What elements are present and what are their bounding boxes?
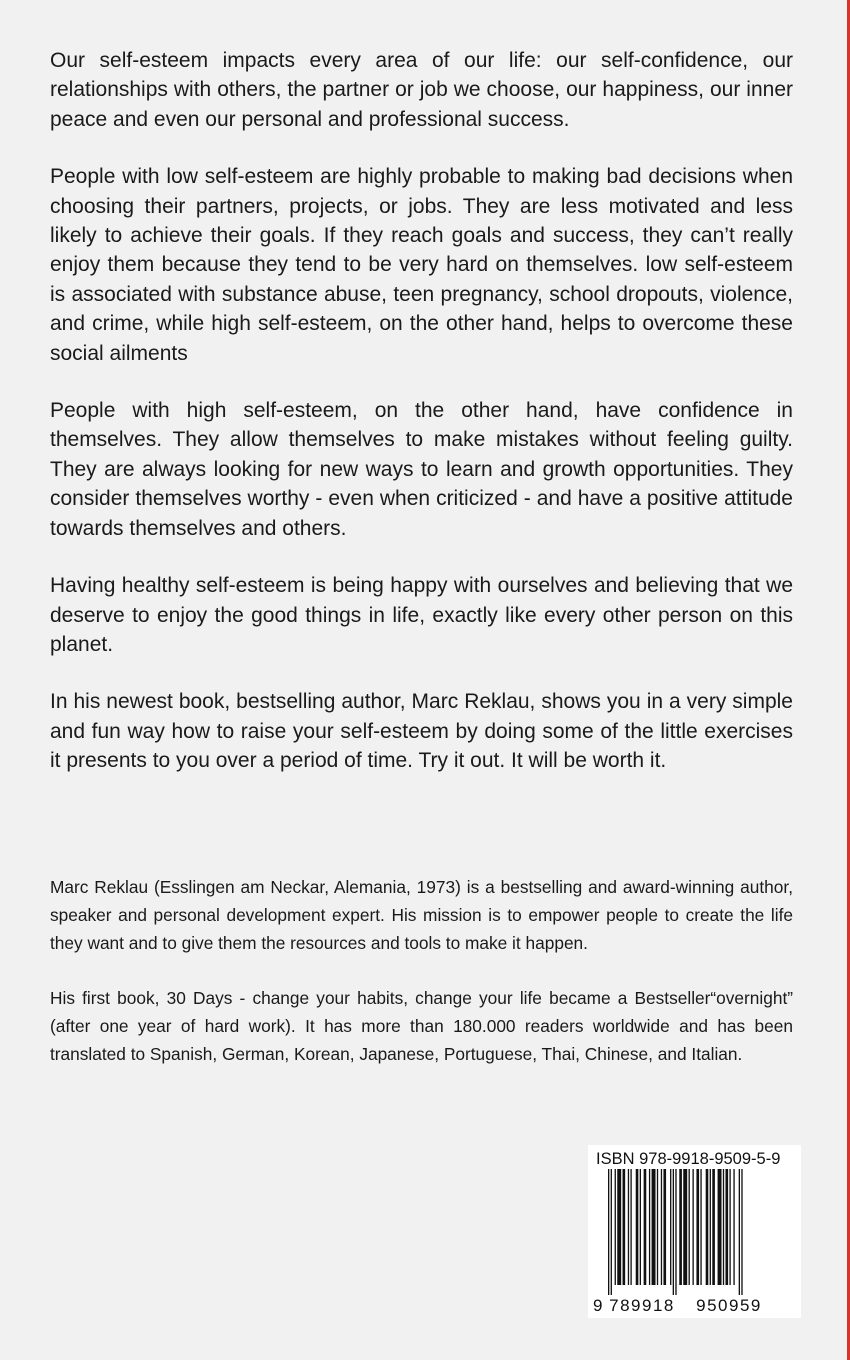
barcode-digits-right: 950959 xyxy=(696,1296,762,1315)
author-bio xyxy=(50,873,793,1095)
barcode-bar xyxy=(725,1169,728,1285)
barcode-bar xyxy=(623,1169,626,1285)
barcode-bar xyxy=(615,1169,616,1285)
back-cover-blurb xyxy=(50,46,793,804)
isbn-label: ISBN 978-9918-9509-5-9 xyxy=(596,1150,781,1168)
barcode-bar xyxy=(611,1169,612,1295)
barcode-bar xyxy=(640,1169,641,1285)
barcode-bar xyxy=(706,1169,709,1285)
barcode-bar xyxy=(723,1169,724,1285)
blurb-paragraph-1: Our self-esteem impacts every area of our life: our self-confidence, our relationships with others, the partner or job we choose, our happiness, our inner peace and even our personal and professional success. xyxy=(50,49,793,131)
barcode-bar xyxy=(739,1169,740,1295)
barcode-bar xyxy=(673,1169,674,1295)
barcode-bar xyxy=(683,1169,687,1285)
barcode-bar xyxy=(661,1169,662,1285)
blurb-paragraph-2: People with low self-esteem are highly probable to making bad decisions when choosing their partners, projects, or jobs. They are less motivated and less likely to achieve their goals. If they reach goals and success, they can’t really enjoy them because they tend to be very hard on themselves. low self-esteem is associated with substance abuse, teen pregnancy, school dropouts, violence, and crime, while high self-esteem, on the other hand, helps to overcome these social ailments xyxy=(50,165,793,365)
barcode-bar xyxy=(689,1169,690,1285)
barcode-bar xyxy=(679,1169,682,1285)
barcode-graphic xyxy=(588,1169,801,1318)
barcode-bar xyxy=(718,1169,722,1285)
bio-paragraph-2: His first book, 30 Days - change your habits, change your life became a Bestseller“overnight” (after one year of hard work). It has more than 180.000 readers worldwide and has been translated to Spanish, German, Korean, Japanese, Portuguese, Thai, Chinese, and Italian. xyxy=(50,988,793,1064)
barcode-bar xyxy=(670,1169,671,1285)
blurb-paragraph-3: People with high self-esteem, on the other hand, have confidence in themselves. They allow themselves to make mistakes without feeling guilty. They are always looking for new ways to learn and growth opportunities. They consider themselves worthy - even when criticized - and have a positive attitude towards themselves and others. xyxy=(50,399,793,540)
barcode-bar xyxy=(644,1169,647,1285)
isbn-barcode xyxy=(588,1145,801,1318)
barcode-digit-first: 9 xyxy=(593,1296,603,1315)
barcode-bar xyxy=(657,1169,658,1285)
blurb-paragraph-5: In his newest book, bestselling author, Marc Reklau, shows you in a very simple and fun way how to raise your self-esteem by doing some of the little exercises it presents to you over a period of time. Try it out. It will be worth it. xyxy=(50,690,793,773)
barcode-bar xyxy=(652,1169,656,1285)
barcode-bars xyxy=(608,1169,743,1295)
barcode-bar xyxy=(630,1169,631,1285)
blurb-paragraph-4: Having healthy self-esteem is being happy with ourselves and believing that we deserve to enjoy the good things in life, exactly like every other person on this planet. xyxy=(50,574,793,656)
barcode-bar xyxy=(692,1169,693,1285)
barcode-bar xyxy=(710,1169,711,1285)
barcode-digits-left: 789918 xyxy=(609,1296,675,1315)
barcode-bar xyxy=(712,1169,715,1285)
barcode-bar xyxy=(636,1169,639,1285)
barcode-bar xyxy=(617,1169,621,1285)
barcode-bar xyxy=(608,1169,609,1295)
barcode-bar xyxy=(675,1169,676,1295)
barcode-bar xyxy=(733,1169,734,1285)
barcode-bar xyxy=(649,1169,650,1285)
barcode-bar xyxy=(696,1169,699,1285)
barcode-bar xyxy=(628,1169,629,1285)
barcode-bar xyxy=(729,1169,730,1285)
barcode-bar xyxy=(741,1169,742,1295)
barcode-bar xyxy=(700,1169,701,1285)
bio-paragraph-1: Marc Reklau (Esslingen am Neckar, Alemania, 1973) is a bestselling and award-winning author, speaker and personal development expert. His mission is to empower people to create the life they want and to give them the resources and tools to make it happen. xyxy=(50,877,793,953)
barcode-bar xyxy=(663,1169,666,1285)
